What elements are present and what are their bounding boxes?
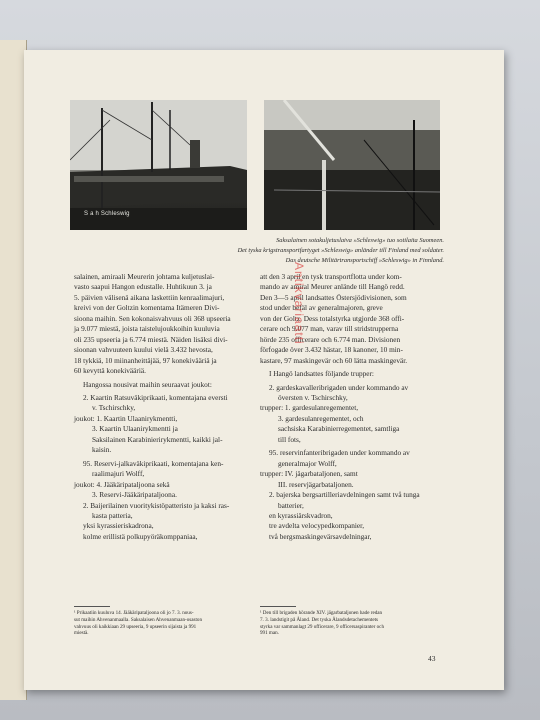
text-line: cerare och 9.077 man, varav till stridstrupperna xyxy=(260,324,399,334)
text-line: ja 9.077 miestä, joista taistelujoukkoihin kuuluvia xyxy=(74,324,220,334)
footnote-line: sut maihin Ahvenanmaalla. Saksalaisen Ahvenanmaan-osaston xyxy=(74,616,203,623)
footnote-line: ¹ Den till brigaden hörande XIV. jägarbataljonen hade redan xyxy=(260,610,383,616)
footnote-line: styrka var sammanlagt 29 officerare, 9 officersaspiranter och xyxy=(260,623,384,630)
text-line: joukot: 4. Jääkäripataljoona sekä xyxy=(74,479,170,489)
previous-page-edge xyxy=(0,40,27,700)
text-line: salainen, amiraali Meurerin johtama kuljetuslai- xyxy=(74,272,215,281)
text-line: hörde 235 officerare och 6.774 man. Divisionen xyxy=(260,334,401,344)
footnote-line: miestä. xyxy=(74,630,89,637)
text-line: Saksilainen Karabinierirykmentti, kaikki jal- xyxy=(92,434,223,444)
text-line: trupper: 1. gardesulanregementet, xyxy=(260,403,359,413)
text-line: stod under befäl av generalmajoren, greve xyxy=(260,303,383,313)
text-line: kastare, 97 maskingevär och 60 lätta maskingevär. xyxy=(260,355,408,365)
text-line: sioonan vahvuuteen kuului vielä 3.432 hevosta, xyxy=(74,345,213,355)
text-line: III. reservjägarbataljonen. xyxy=(278,479,354,489)
text-line: 2. Kaartin Ratsuväkiprikaati, komentajana eversti xyxy=(83,392,228,402)
text-line: kasta patteria, xyxy=(92,510,133,520)
text-line: v. Tschirschky, xyxy=(92,403,136,413)
text-line: 3. gardesulanregementet, och xyxy=(278,413,364,423)
text-line: generalmajor Wolff, xyxy=(278,458,337,468)
text-line: Hangossa nousivat maihin seuraavat joukot: xyxy=(83,379,212,389)
text-line: 95. Reservi-jalkaväkiprikaati, komentajana ken- xyxy=(83,458,224,468)
text-line: Den 3—5 april landsattes Östersjödivisionen, som xyxy=(260,292,407,302)
text-line: von der Goltz. Dess totalstyrka utgjorde 368 offi- xyxy=(260,313,405,323)
text-line: kolme erillistä polkupyöräkomppaniaa, xyxy=(83,531,198,541)
text-line: vasto saapui Hangon edustalle. Huhtikuun 3. ja xyxy=(74,282,212,292)
text-line: 95. reservinfanteribrigaden under kommando av xyxy=(269,448,410,458)
text-line: joukot: 1. Kaartin Ulaanirykmentti, xyxy=(74,413,178,423)
footnote-rule-right xyxy=(260,606,296,607)
text-line: yksi kyrassieriskadrona, xyxy=(83,521,154,531)
footnote-line: ¹ Prikaatiin kuuluva 14. Jääkäripataljoona oli jo 7. 3. nous- xyxy=(74,610,194,616)
text-line: en kyrassiärskvadron, xyxy=(269,510,333,520)
page-number: 43 xyxy=(428,654,436,663)
text-line: 18 tykkiä, 10 miinanheittäjää, 97 konekivääriä ja xyxy=(74,355,217,365)
text-line: 5. päivien välisenä aikana laskettiin kenraalimajuri, xyxy=(74,292,225,302)
text-line: I Hangö landsattes följande trupper: xyxy=(269,369,374,379)
text-line: 3. Kaartin Ulaanirykmentti ja xyxy=(92,424,178,434)
footnote-left xyxy=(74,610,260,637)
caption-finnish: Saksalainen sotakuljetuslaiva »Schleswig» tuo sotilaita Suomeen. xyxy=(276,237,444,244)
text-line: att den 3 april en tysk transportflotta under kom- xyxy=(260,272,402,281)
text-line: 2. gardeskavalleribrigaden under kommando av xyxy=(269,382,409,392)
footnote-line: 7. 3. landstigit på Åland. Det tyska Ålandsdetachementets xyxy=(260,616,378,623)
text-line: sioona maihin. Sen kokonaisvahvuus oli 368 upseeria xyxy=(74,313,231,323)
text-line: sachsiska Karabinierregementet, samtliga xyxy=(278,424,400,434)
text-line: trupper: IV. jägarbataljonen, samt xyxy=(260,469,358,479)
footnote-right xyxy=(260,610,446,637)
text-line: 2. Baijerilainen vuoritykistöpatteristo ja kaksi ras- xyxy=(83,500,230,510)
text-line: kreivi von der Goltzin komentama Itämeren Divi- xyxy=(74,303,220,313)
text-line: oli 235 upseeria ja 6.774 miestä. Näiden lisäksi divi- xyxy=(74,334,228,344)
text-line: tre avdelta velocypedkompanier, xyxy=(269,521,365,531)
text-line: kaisin. xyxy=(92,445,112,455)
text-line: förfogade över 3.432 hästar, 18 kanoner, 10 min- xyxy=(260,345,403,355)
text-line: 60 kevyttä konekivääriä. xyxy=(74,366,146,376)
text-line: översten v. Tschirschky, xyxy=(278,392,348,402)
footnote-line: vahvuus oli kaikkiaan 29 upseeria, 9 upseerin sijaista ja 991 xyxy=(74,623,197,630)
watermark: Antikvariaatti xyxy=(292,262,306,345)
footnote-line: 991 man. xyxy=(260,630,279,637)
text-line: raalimajuri Wolff, xyxy=(92,469,145,479)
caption-german: Das deutsche Militärtransportschiff »Schleswig» in Finnland. xyxy=(285,257,444,264)
photo-stamp: S a h Schleswig xyxy=(84,211,130,217)
text-line: batterier, xyxy=(278,500,304,510)
text-line: två bergsmaskingevärsavdelningar, xyxy=(269,531,372,541)
ship-illustration-right xyxy=(264,100,440,230)
ship-photo-left xyxy=(70,100,247,230)
finnish-text-column xyxy=(74,272,260,542)
book-page xyxy=(24,50,504,690)
text-line: mando av amiral Meurer anlände till Hangö redd. xyxy=(260,282,405,292)
swedish-text-column xyxy=(260,272,446,542)
text-line: 3. Reservi-Jääkäripataljoona. xyxy=(92,490,177,500)
caption-swedish: Det tyska krigstransportfartyget »Schleswig» anländer till Finland med soldater. xyxy=(237,247,444,254)
text-line: till fots, xyxy=(278,434,301,444)
footnote-rule-left xyxy=(74,606,110,607)
ship-photo-right xyxy=(264,100,440,230)
text-line: 2. bajerska bergsartilleriavdelningen samt två tunga xyxy=(269,490,420,500)
